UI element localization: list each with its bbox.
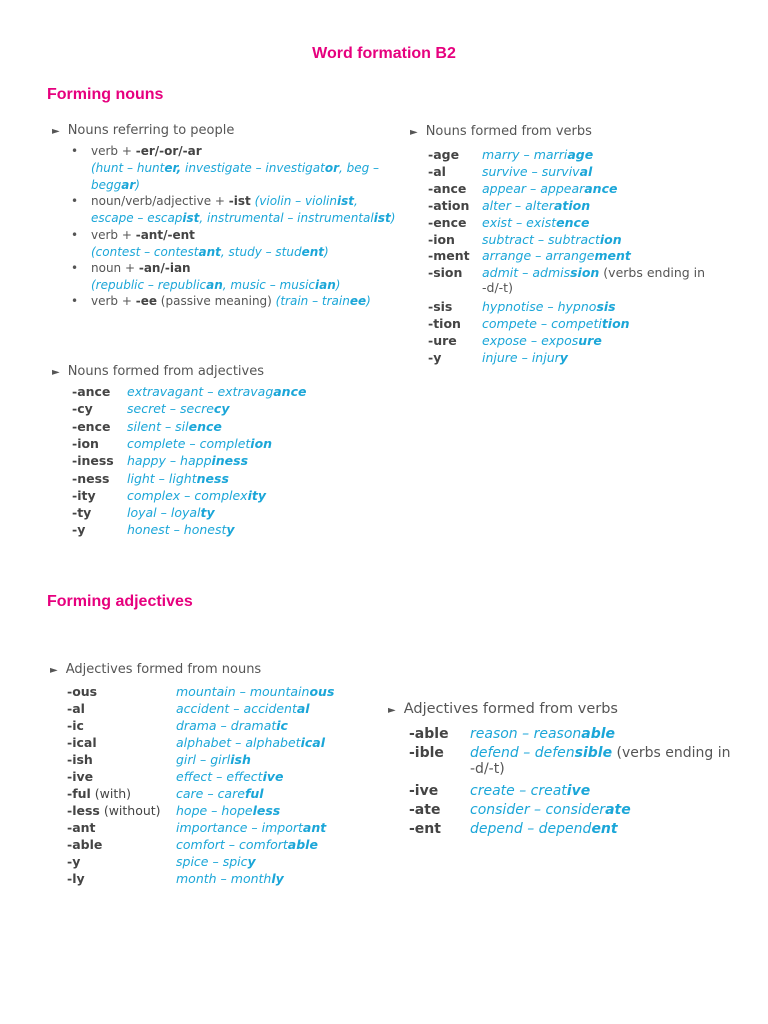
bullet-icon: • xyxy=(71,194,79,208)
arrow-icon: ► xyxy=(52,367,60,378)
derived-ending: ion xyxy=(599,231,622,247)
suffix: -ical xyxy=(67,735,97,750)
suffix: -ment xyxy=(428,248,470,264)
subheading-nouns-people xyxy=(52,123,234,138)
suffix: -ity xyxy=(72,487,96,503)
derived-stem: girl xyxy=(210,752,231,767)
suffix: -tion xyxy=(428,316,461,331)
base-word: create – xyxy=(470,783,531,799)
suffix: -able xyxy=(67,837,103,852)
derived-ending: ous xyxy=(309,684,335,699)
example xyxy=(482,248,631,263)
suffix: -al xyxy=(428,163,446,179)
derived-ending: ful xyxy=(244,786,264,801)
derived-ending: ish xyxy=(230,752,251,767)
suffix: -ty xyxy=(72,505,92,521)
example-text: ian xyxy=(315,277,336,292)
base-word: depend – xyxy=(470,821,539,837)
rule-text: -an/-ian xyxy=(138,261,191,275)
base-word: light – xyxy=(127,470,169,486)
base-word: honest – xyxy=(127,522,184,538)
base-word: alter – xyxy=(482,197,526,213)
derived-stem: comfort xyxy=(238,837,288,852)
base-word: loyal – xyxy=(127,505,171,521)
derived-ending: al xyxy=(296,701,310,716)
suffix: -less (without) xyxy=(67,803,161,818)
derived-ending: ty xyxy=(200,505,215,521)
example xyxy=(127,453,248,468)
suffix: -sis xyxy=(428,299,453,315)
rule-text: -ist xyxy=(228,194,251,208)
suffix: -y xyxy=(72,522,86,538)
example xyxy=(482,265,705,295)
example-text: ar xyxy=(121,177,136,192)
base-word: appear – xyxy=(482,180,541,196)
bullet-icon: • xyxy=(71,144,79,158)
note: (verbs ending in -d/-t) xyxy=(482,265,706,296)
derived-stem: honest xyxy=(183,522,227,538)
example xyxy=(176,871,284,886)
derived-stem: hypno xyxy=(557,299,597,315)
suffix-note: (without) xyxy=(99,803,161,818)
derived-stem: mountain xyxy=(249,684,310,699)
derived-stem: arrange xyxy=(545,248,595,264)
example xyxy=(482,164,592,179)
note: (verbs ending in -d/-t) xyxy=(470,745,731,777)
derived-stem: exist xyxy=(526,214,557,230)
derived-ending: ical xyxy=(300,735,325,750)
suffix: -age xyxy=(428,147,460,162)
derived-ending: ive xyxy=(566,783,591,799)
example xyxy=(482,299,616,314)
derived-ending: tion xyxy=(601,316,630,331)
derived-stem: accident xyxy=(243,701,297,716)
derived-ending: ence xyxy=(556,214,590,230)
base-word: complex – xyxy=(127,487,195,503)
derived-stem: extravag xyxy=(217,384,274,399)
base-word: effect – xyxy=(176,769,227,784)
example-text: ) xyxy=(366,294,371,308)
derived-ending: ness xyxy=(196,470,229,486)
example xyxy=(470,783,590,799)
rule-text: -er/-or/-ar xyxy=(135,144,202,158)
derived-stem: expos xyxy=(541,332,579,348)
derived-ending: ic xyxy=(276,718,288,733)
derived-stem: dramat xyxy=(230,718,277,733)
example xyxy=(470,745,731,777)
rule-text: verb + xyxy=(91,294,136,308)
example xyxy=(482,232,622,247)
derived-stem: secre xyxy=(180,401,214,417)
example-text: ist xyxy=(337,194,354,208)
base-word: compete – xyxy=(482,316,552,331)
derived-ending: less xyxy=(252,803,281,818)
suffix: -ish xyxy=(67,752,93,767)
example-text: , instrumental – instrumental xyxy=(199,210,374,225)
base-word: secret – xyxy=(127,401,181,417)
derived-ending: age xyxy=(567,147,594,162)
base-word: injure – xyxy=(482,349,532,365)
example-text: ) xyxy=(135,177,140,192)
base-word: admit – xyxy=(482,265,533,281)
example-text: (train – train xyxy=(275,294,350,308)
derived-ending: ion xyxy=(250,435,273,451)
derived-ending: ance xyxy=(273,384,307,399)
example xyxy=(176,735,325,750)
bullet-item xyxy=(71,143,380,193)
arrow-icon: ► xyxy=(52,126,60,137)
derived-ending: sion xyxy=(570,265,600,281)
suffix: -ure xyxy=(428,332,457,348)
example xyxy=(482,215,589,230)
example-text: ant xyxy=(198,244,221,259)
example-text: , beg – begg xyxy=(91,160,380,192)
rule-text: verb + xyxy=(91,228,136,242)
derived-stem: effect xyxy=(226,769,263,784)
derived-ending: iness xyxy=(211,453,249,469)
base-word: happy – xyxy=(127,453,181,469)
base-word: month – xyxy=(176,871,231,886)
example-text: ist xyxy=(373,210,391,225)
base-word: hope – xyxy=(176,803,222,818)
arrow-icon: ► xyxy=(50,665,58,676)
example xyxy=(127,384,306,399)
derived-ending: ant xyxy=(302,820,327,835)
bullet-icon: • xyxy=(71,228,79,242)
base-word: hypnotise – xyxy=(482,299,558,315)
derived-stem: creat xyxy=(530,783,567,799)
derived-stem: month xyxy=(230,871,272,886)
base-word: accident – xyxy=(176,701,244,716)
arrow-icon: ► xyxy=(410,127,418,138)
example-text: er, xyxy=(164,160,182,175)
base-word: reason – xyxy=(470,726,534,742)
example xyxy=(176,684,334,699)
example xyxy=(482,316,630,331)
derived-ending: cy xyxy=(213,401,230,417)
example xyxy=(127,471,229,486)
subheading-nouns-from-verbs xyxy=(410,124,592,139)
example xyxy=(470,726,615,742)
example-text: ) xyxy=(335,277,341,292)
suffix: -able xyxy=(409,726,449,742)
example xyxy=(176,820,326,835)
suffix: -ation xyxy=(428,197,470,213)
arrow-icon: ► xyxy=(388,705,396,716)
derived-stem: depend xyxy=(538,821,592,837)
page-title: Word formation B2 xyxy=(312,45,456,62)
example xyxy=(127,436,272,451)
derived-stem: alphabet xyxy=(245,735,301,750)
base-word: extravagant – xyxy=(127,384,218,399)
suffix: -iness xyxy=(72,453,114,469)
derived-stem: injur xyxy=(531,349,560,365)
example-text: ist xyxy=(182,210,200,225)
derived-stem: light xyxy=(168,470,197,486)
suffix: -ful (with) xyxy=(67,786,132,801)
subheading-label: Nouns formed from adjectives xyxy=(67,364,264,379)
base-word: drama – xyxy=(176,718,231,733)
derived-stem: import xyxy=(261,820,303,835)
derived-stem: care xyxy=(217,786,245,801)
suffix: -y xyxy=(428,349,442,365)
derived-ending: ance xyxy=(584,180,618,196)
suffix: -ance xyxy=(428,180,467,196)
example-text: , study – stud xyxy=(220,244,302,259)
example-text: (contest – contest xyxy=(91,244,199,259)
example-text: ee xyxy=(349,294,367,308)
bullet-item xyxy=(71,260,341,294)
derived-stem: spic xyxy=(222,854,248,869)
derived-ending: able xyxy=(287,837,318,852)
example-text: or xyxy=(324,160,339,175)
suffix-note: (with) xyxy=(90,786,132,801)
derived-ending: ly xyxy=(271,871,284,886)
example xyxy=(482,198,590,213)
derived-stem: loyal xyxy=(170,505,201,521)
derived-stem: happ xyxy=(180,453,212,469)
bullet-item xyxy=(71,193,396,227)
suffix: -sion xyxy=(428,265,463,281)
derived-stem: complex xyxy=(194,487,248,503)
suffix: -ant xyxy=(67,820,96,835)
example xyxy=(176,854,256,869)
suffix: -ly xyxy=(67,871,85,886)
derived-stem: competi xyxy=(551,316,602,331)
example-text: an xyxy=(206,277,223,292)
example xyxy=(176,752,251,767)
rule-text: noun/verb/adjective + xyxy=(91,194,229,208)
derived-ending: ity xyxy=(247,487,267,503)
base-word: comfort – xyxy=(176,837,239,852)
suffix: -ent xyxy=(409,821,441,837)
example xyxy=(127,419,222,434)
base-word: silent – xyxy=(127,418,176,434)
example-text: (republic – republic xyxy=(91,277,207,292)
subheading-adjectives-from-verbs xyxy=(388,701,618,717)
derived-ending: y xyxy=(226,522,235,538)
example xyxy=(127,488,266,503)
rule-text: (passive meaning) xyxy=(156,294,276,308)
derived-ending: ation xyxy=(553,197,591,213)
example-text: , escape – escap xyxy=(91,194,358,225)
derived-stem: alter xyxy=(525,197,554,213)
base-word: girl – xyxy=(176,752,211,767)
derived-ending: ent xyxy=(591,821,618,837)
suffix: -ance xyxy=(72,384,111,399)
subheading-label: Adjectives formed from verbs xyxy=(403,701,618,717)
suffix: -ence xyxy=(72,418,111,434)
base-word: defend – xyxy=(470,745,535,761)
derived-ending: y xyxy=(559,349,568,365)
example xyxy=(176,701,310,716)
example xyxy=(176,803,280,818)
base-word: arrange – xyxy=(482,248,546,264)
example xyxy=(127,522,235,537)
derived-ending: al xyxy=(579,163,593,179)
subheading-nouns-from-adjectives xyxy=(52,364,264,379)
suffix: -ous xyxy=(67,684,98,699)
suffix: -ible xyxy=(409,745,444,761)
example xyxy=(482,181,617,196)
suffix: -y xyxy=(67,854,81,869)
derived-stem: reason xyxy=(533,726,582,742)
example-text: investigate – investigat xyxy=(181,160,325,175)
subheading-adjectives-from-nouns xyxy=(50,662,261,677)
suffix: -ion xyxy=(428,231,455,247)
derived-stem: appear xyxy=(540,180,585,196)
base-word: care – xyxy=(176,786,218,801)
base-word: spice – xyxy=(176,854,223,869)
example-text: ent xyxy=(301,244,325,259)
example xyxy=(176,718,288,733)
derived-stem: defen xyxy=(534,745,575,761)
example xyxy=(470,802,631,818)
suffix: -ence xyxy=(428,214,467,230)
example xyxy=(470,821,618,837)
derived-stem: consider xyxy=(545,802,606,818)
derived-ending: ence xyxy=(188,418,222,434)
subheading-label: Adjectives formed from nouns xyxy=(65,662,262,677)
suffix: -al xyxy=(67,701,85,716)
derived-stem: complet xyxy=(199,435,251,451)
example xyxy=(482,333,602,348)
derived-ending: ure xyxy=(578,332,602,348)
suffix: -ic xyxy=(67,718,84,733)
derived-stem: admis xyxy=(532,265,571,281)
example xyxy=(176,786,264,801)
example-text: (hunt – hunt xyxy=(91,160,165,175)
example xyxy=(176,769,283,784)
heading-forming-adjectives: Forming adjectives xyxy=(47,593,193,610)
base-word: marry – xyxy=(482,147,534,162)
suffix: -ate xyxy=(409,802,441,818)
example-text: , music – music xyxy=(222,277,316,292)
base-word: consider – xyxy=(470,802,546,818)
derived-ending: able xyxy=(581,726,616,742)
derived-ending: ment xyxy=(594,248,631,264)
suffix: -ive xyxy=(67,769,94,784)
example xyxy=(127,401,229,416)
example xyxy=(482,350,568,365)
base-word: expose – xyxy=(482,332,542,348)
rule-text: verb + xyxy=(91,144,136,158)
suffix: -ive xyxy=(409,783,439,799)
base-word: survive – xyxy=(482,163,542,179)
rule-text: -ee xyxy=(135,294,157,308)
base-word: mountain – xyxy=(176,684,250,699)
bullet-item xyxy=(71,293,371,310)
subheading-label: Nouns formed from verbs xyxy=(425,124,592,139)
derived-ending: ate xyxy=(605,802,631,818)
example xyxy=(482,147,593,162)
example-text: (violin – violin xyxy=(250,194,337,208)
derived-stem: subtract xyxy=(548,231,600,247)
example-text: ) xyxy=(324,244,329,259)
suffix: -ion xyxy=(72,435,99,451)
suffix: -ness xyxy=(72,470,110,486)
base-word: exist – xyxy=(482,214,527,230)
suffix: -cy xyxy=(72,401,93,417)
base-word: complete – xyxy=(127,435,200,451)
base-word: subtract – xyxy=(482,231,549,247)
example xyxy=(176,837,318,852)
rule-text: -ant/-ent xyxy=(135,228,195,242)
example xyxy=(127,505,215,520)
derived-stem: sil xyxy=(175,418,189,434)
bullet-icon: • xyxy=(71,294,79,308)
derived-stem: surviv xyxy=(541,163,580,179)
example-text: ) xyxy=(390,210,396,225)
heading-forming-nouns: Forming nouns xyxy=(47,86,164,103)
derived-ending: ive xyxy=(262,769,284,784)
bullet-icon: • xyxy=(71,261,79,275)
derived-ending: y xyxy=(247,854,256,869)
derived-ending: sible xyxy=(574,745,613,761)
derived-ending: sis xyxy=(596,299,616,315)
bullet-item xyxy=(71,227,329,261)
rule-text: noun + xyxy=(91,261,139,275)
base-word: importance – xyxy=(176,820,262,835)
derived-stem: hope xyxy=(221,803,253,818)
base-word: alphabet – xyxy=(176,735,246,750)
subheading-label: Nouns referring to people xyxy=(67,123,235,138)
derived-stem: marri xyxy=(533,147,568,162)
